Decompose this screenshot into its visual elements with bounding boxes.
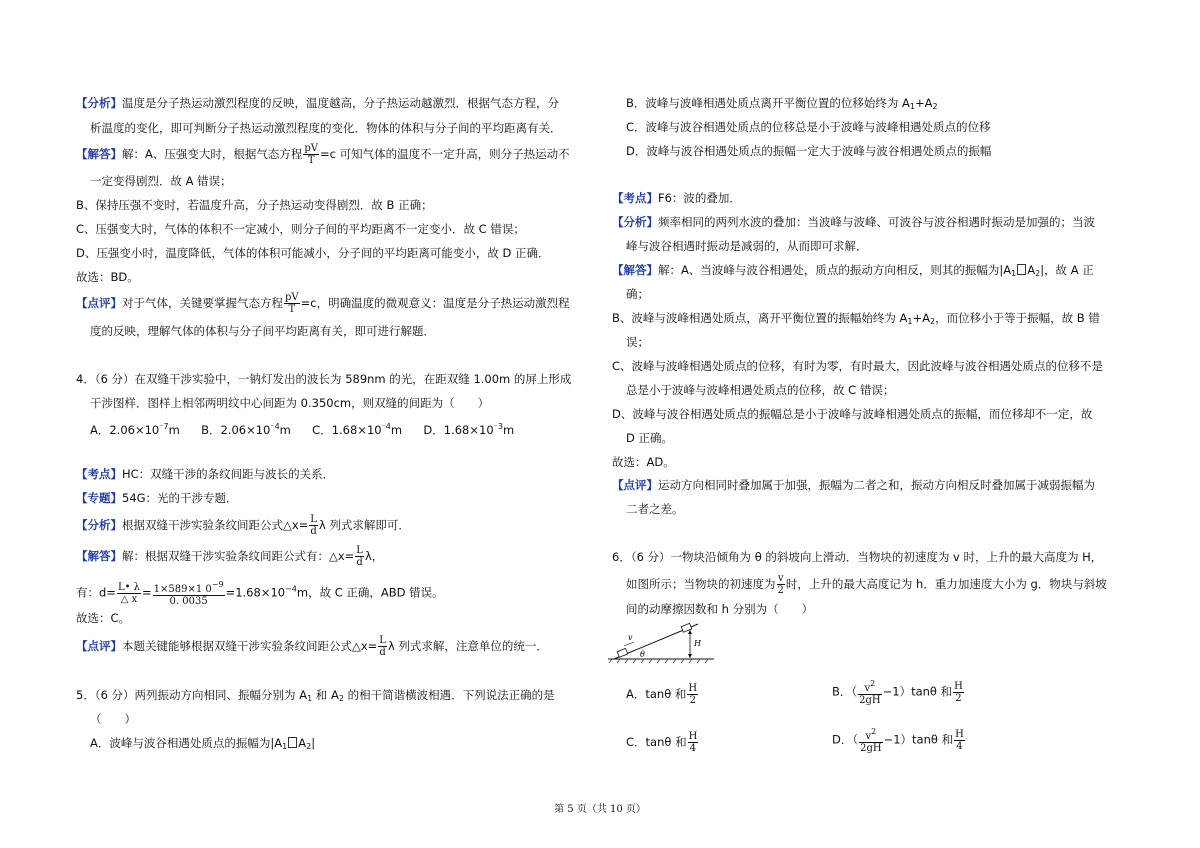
q4-option-c: C．$1.68\times 10^{^-4}m$ [312,422,403,437]
figure-velocity-label: v [628,633,633,642]
fraction-pv-over-t: $\frac{pV}{T}$ [285,292,299,315]
q5-solution-b-line2: 误； [626,335,649,349]
q6-stem-line3: 间的动摩擦因数和 h 分别为（ ） [626,602,814,616]
q5-stem-line2: （ ） [90,712,136,726]
q4-option-b: B．$2.06\times 10^{^-4}m$ [201,422,291,437]
q5-stem-line1: 5．（6 分）两列振动方向相同、振幅分别为 $A_1$ 和 $A_2$ 的相干简谐横波相遇．下列说法正确的是 [76,688,555,703]
q4-options [90,419,514,438]
q5-solution-line1: 【解答】解：A、当波峰与波谷相遇处，质点的振动方向相反，则其的振幅为$|A_1$ $A_2|$，故 A 正 [612,263,1094,278]
q6-option-b: B．（ $\frac{v^2}{2gH}$ −1）tanθ 和 $\frac{H}{2}$ [832,679,963,706]
page-footer: 第 5 页（共 10 页） [554,804,646,815]
q6-stem-line2: 如图所示；当物块的初速度为 $\frac{v}{2}$ 时，上升的最大高度记为 h．重力加速度大小为 g．物块与斜坡 [626,573,1107,596]
q6-option-c: C．tanθ 和 $\frac{H}{4}$ [626,731,698,754]
q4-stem-line1: 4．（6 分）在双缝干涉实验中，一钠灯发出的波长为 589nm 的光，在距双缝 1.00m 的屏上形成 [76,372,572,386]
q4-solution-line2: 有：d= $\frac{L• \lambda}{\triangle x}$ = $\frac{1\times 589\times 1 0^{-9}}{0. 0035}$ $=1.68\times 10^{-4}m$，故 C 正确，ABD 错误。 [76,580,444,607]
q3-comment-line2: 度的反映，理解气体的体积与分子间平均距离有关，即可进行解题． [90,324,435,338]
figure-angle-label: θ [640,650,645,659]
fraction-calculation: $\frac{1\times 589\times 1 0^{-9}}{0. 0035}$ [153,580,224,607]
q3-answer: 故选：BD。 [76,270,139,284]
q4-stem-line2: 干涉图样．图样上相邻两明纹中心间距为 0.350cm，则双缝的间距为（ ） [90,396,490,410]
q5-solution-line2: 确； [626,287,649,301]
q5-solution-c-line1: C、波峰与波峰相遇处质点的位移，有时为零，有时最大，因此波峰与波谷相遇处质点的位移不是 [612,359,1104,373]
figure-height-label: H [694,639,701,648]
q5-solution-d-line2: D 正确。 [626,431,674,445]
q4-analysis: 【分析】根据双缝干涉实验条纹间距公式△x= $\frac{L}{d}$ λ 列式求解即可． [76,514,410,537]
q6-option-a: A．tanθ 和 $\frac{H}{2}$ [626,683,698,706]
q5-keypoint: 【考点】F6：波的叠加． [612,191,741,205]
fraction-pv-over-t: $\frac{pV}{T}$ [304,143,318,166]
analysis-tag: 【分析】 [76,96,122,110]
fraction-l-lambda-over-dx: $\frac{L• \lambda}{\triangle x}$ [117,581,140,605]
q5-solution-b-line1: B、波峰与波峰相遇处质点，离开平衡位置的振幅始终为 $A_1+A_2$，而位移小于等于振幅，故 B 错 [612,311,1100,326]
q5-solution-c-line2: 总是小于波峰与波峰相遇处质点的位移，故 C 错误； [626,383,895,397]
q4-solution-line1: 【解答】解：根据双缝干涉实验条纹间距公式有：△x= $\frac{L}{d}$ λ， [76,545,384,568]
q6-option-d: D．（ $\frac{v^2}{2gH}$ −1）tanθ 和 $\frac{H}{4}$ [832,727,964,754]
q5-option-b: B．波峰与波峰相遇处质点离开平衡位置的位移始终为 $A_1+A_2$ [626,96,938,111]
missing-glyph-icon [1017,264,1026,275]
fraction-v-over-2: $\frac{v}{2}$ [777,573,784,596]
q3-solution-line1: 【解答】解：A、压强变大时，根据气态方程 $\frac{pV}{T}$ =c 可知气体的温度不一定升高，则分子热运动不 [76,143,570,166]
q3-analysis-line1: 【分析】温度是分子热运动激烈程度的反映，温度越高，分子热运动越激烈．根据气态方程，分 [76,96,559,110]
q5-option-a: A．波峰与波谷相遇处质点的振幅为$|A_1$ $A_2|$ [90,736,316,751]
q5-comment-line2: 二者之差。 [626,502,684,516]
q3-option-c: C、压强变大时，气体的体积不一定减小，则分子间的平均距离不一定变小．故 C 错误； [76,222,525,236]
comment-tag: 【点评】 [76,296,122,310]
q4-topic: 【专题】54G：光的干涉专题． [76,491,238,505]
q5-analysis-line2: 峰与波谷相遇时振动是减弱的，从而即可求解． [626,239,868,253]
q4-option-a: A．$2.06\times 10^{^-7}m$ [90,422,180,437]
q3-option-b: B、保持压强不变时，若温度升高，分子热运动变得剧烈．故 B 正确； [76,198,433,212]
q3-comment-line1: 【点评】对于气体，关键要掌握气态方程 $\frac{pV}{T}$ =c，明确温度的微观意义：温度是分子热运动激烈程 [76,292,570,315]
q5-option-d: D．波峰与波谷相遇处质点的振幅一定大于波峰与波谷相遇处质点的振幅 [626,144,992,158]
q5-answer: 故选：AD。 [612,455,675,469]
incline-figure [606,622,716,664]
solution-tag: 【解答】 [76,147,122,161]
q5-solution-d-line1: D、波峰与波谷相遇处质点的振幅总是小于波峰与波峰相遇处质点的振幅，而位移却不一定，故 [612,407,1093,421]
fraction-l-over-d: $\frac{L}{d}$ [310,514,317,537]
fraction-l-over-d: $\frac{L}{d}$ [356,545,363,568]
q3-option-d: D、压强变小时，温度降低，气体的体积可能减小，分子间的平均距离可能变小，故 D 正确． [76,246,550,260]
missing-glyph-icon [288,737,297,748]
q4-keypoint: 【考点】HC：双缝干涉的条纹间距与波长的关系． [76,467,335,481]
q4-option-d: D．$1.68\times 10^{^-3}m$ [423,422,515,437]
q3-analysis-line2: 析温度的变化，即可判断分子热运动激烈程度的变化．物体的体积与分子间的平均距离有关． [90,121,562,135]
q3-solution-line2: 一定变得剧烈．故 A 错误； [90,174,232,188]
q6-stem-line1: 6．（6 分）一物块沿倾角为 θ 的斜坡向上滑动．当物块的初速度为 v 时，上升的最大高度为 H， [612,550,1103,564]
q4-answer: 故选：C。 [76,611,131,625]
q5-comment-line1: 【点评】运动方向相同时叠加属于加强，振幅为二者之和，振动方向相反时叠加属于减弱振幅为 [612,478,1095,492]
fraction-l-over-d: $\frac{L}{d}$ [379,635,386,658]
q4-comment: 【点评】本题关键能够根据双缝干涉实验条纹间距公式△x= $\frac{L}{d}$ λ 列式求解，注意单位的统一． [76,635,548,658]
q5-analysis-line1: 【分析】频率相同的两列水波的叠加：当波峰与波峰、可波谷与波谷相遇时振动是加强的；当波 [612,215,1095,229]
q5-option-c: C．波峰与波谷相遇处质点的位移总是小于波峰与波峰相遇处质点的位移 [626,120,991,134]
